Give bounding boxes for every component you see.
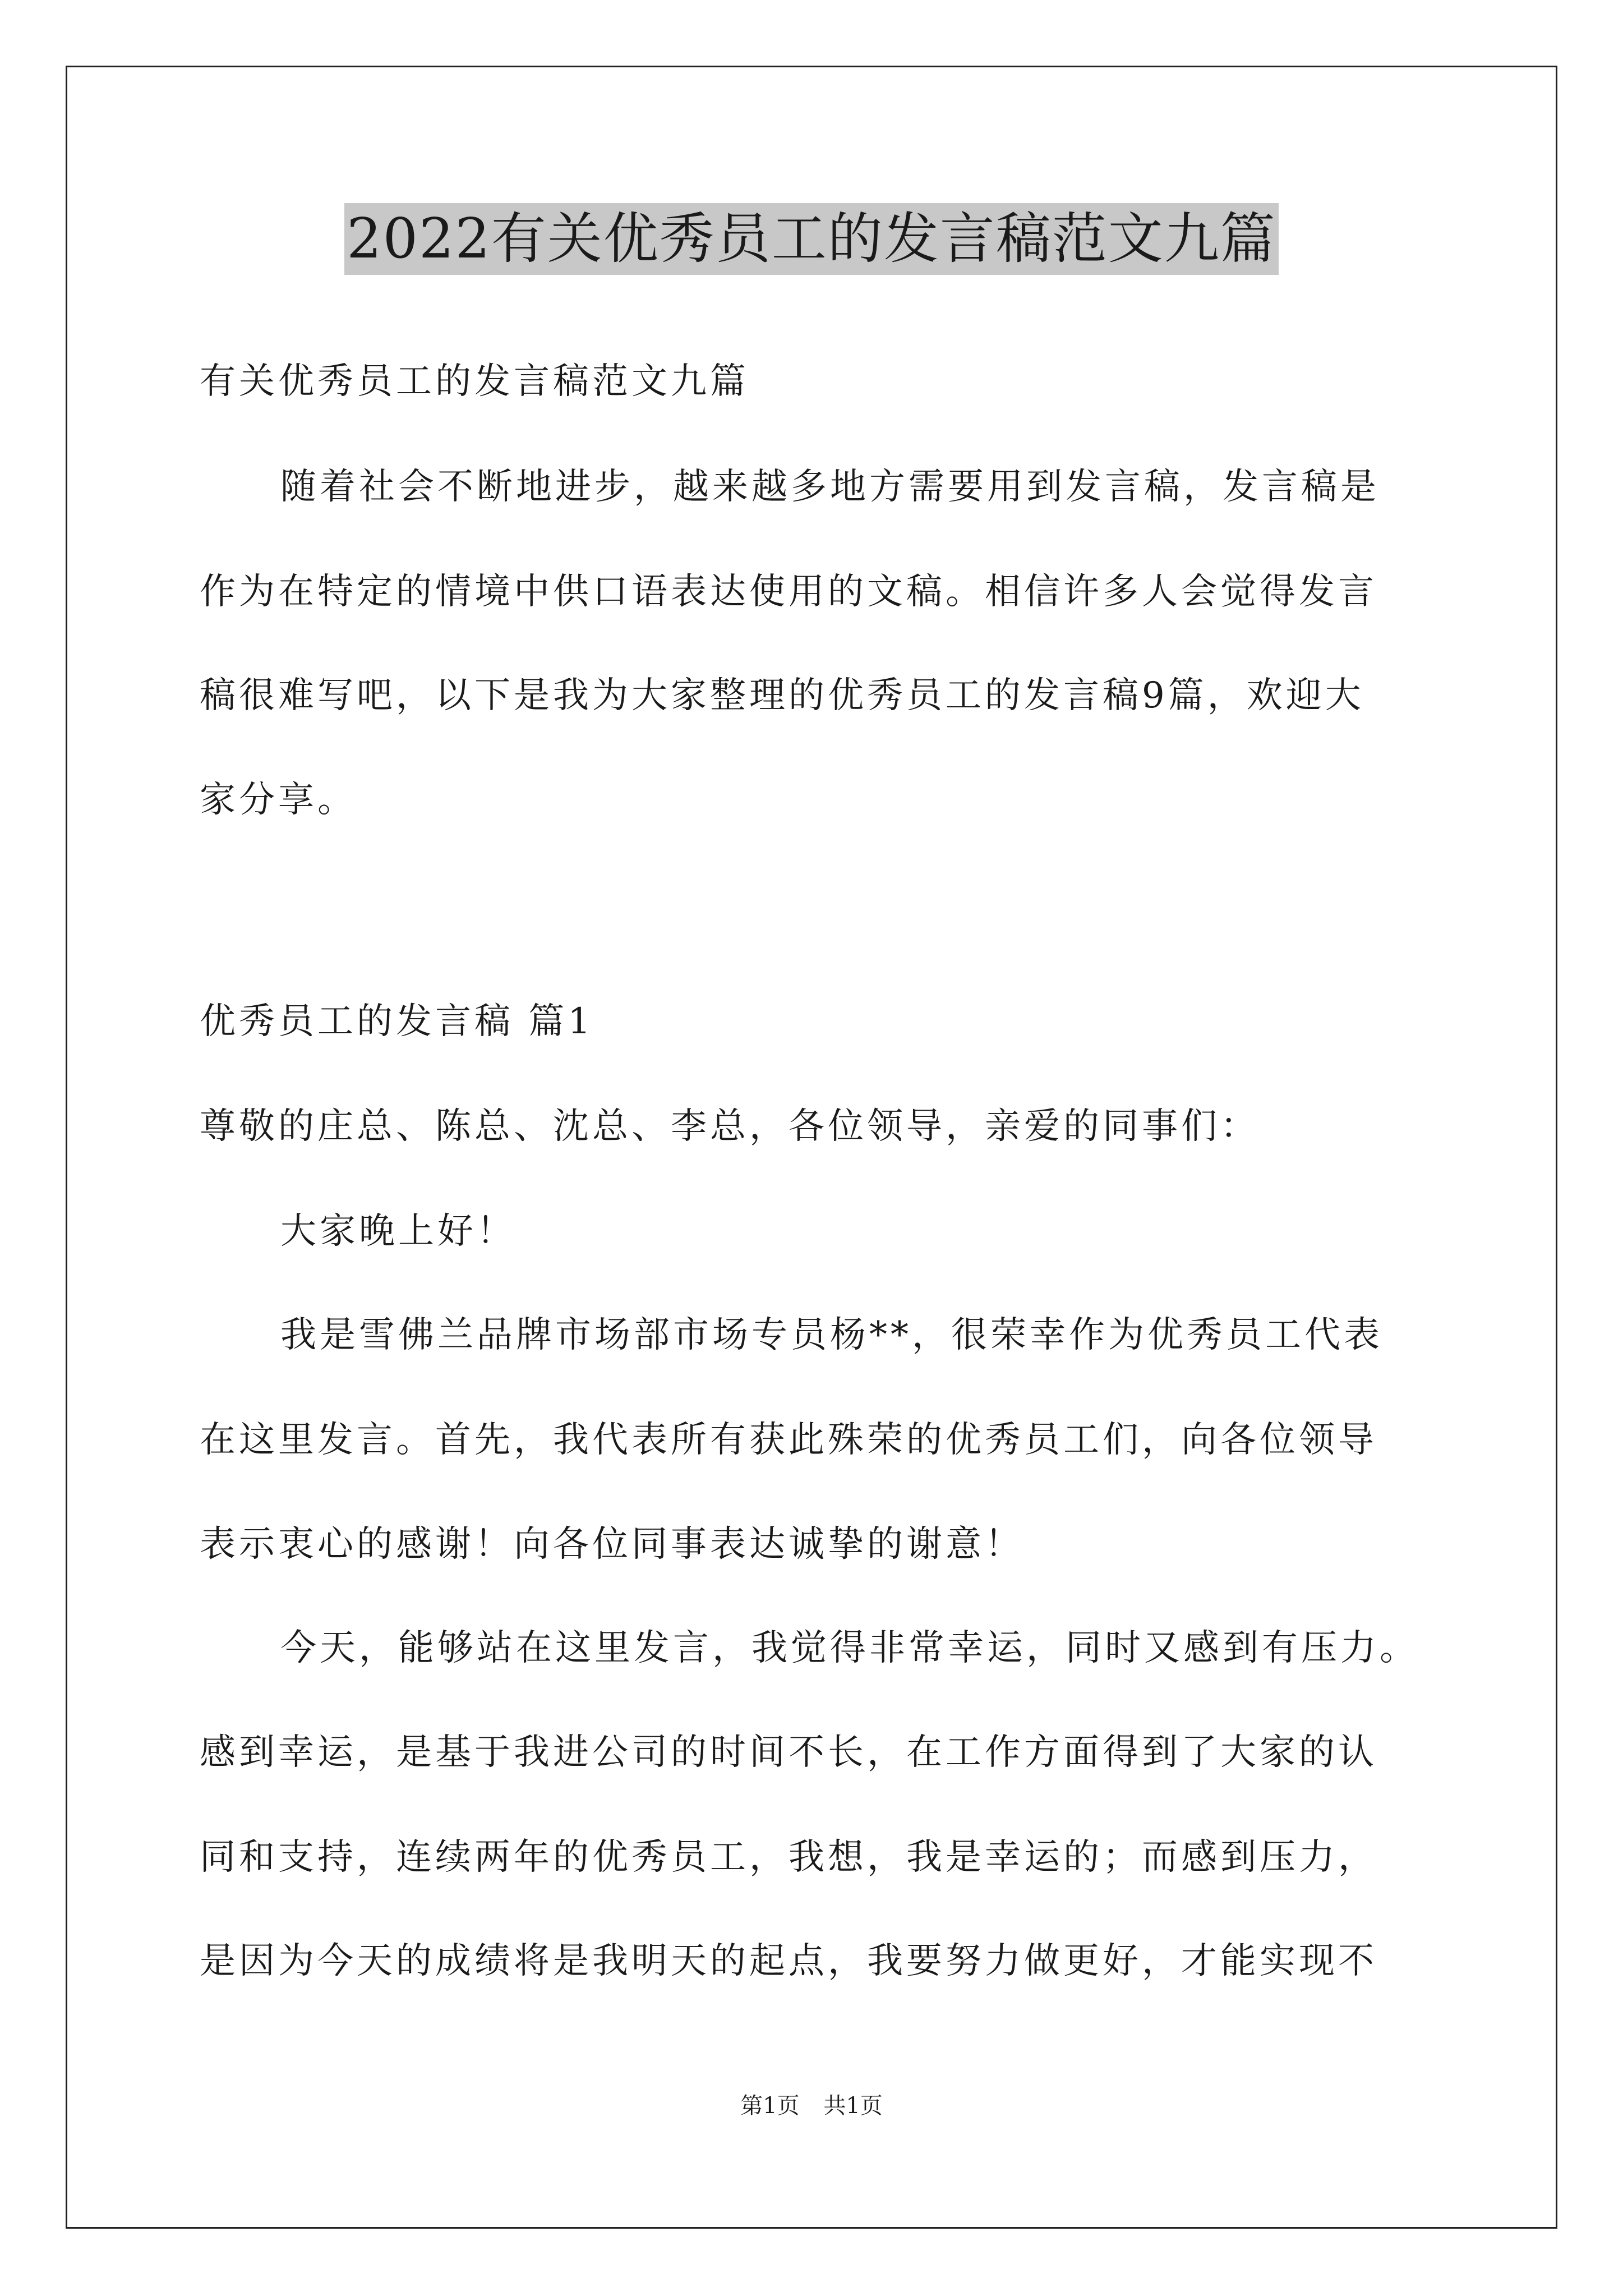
body-line: 作为在特定的情境中供口语表达使用的文稿。相信许多人会觉得发言: [200, 571, 1377, 613]
body-line: 今天，能够站在这里发言，我觉得非常幸运，同时又感到有压力。: [280, 1627, 1419, 1669]
title-container: [0, 203, 1623, 275]
document-title: 2022有关优秀员工的发言稿范文九篇: [344, 203, 1278, 275]
body-line: 家分享。: [200, 779, 357, 821]
body-line: 表示衷心的感谢！向各位同事表达诚挚的谢意！: [200, 1524, 1024, 1565]
body-line: 在这里发言。首先，我代表所有获此殊荣的优秀员工们，向各位领导: [200, 1419, 1377, 1461]
body-line: 随着社会不断地进步，越来越多地方需要用到发言稿，发言稿是: [280, 466, 1380, 508]
body-line: 感到幸运，是基于我进公司的时间不长，在工作方面得到了大家的认: [200, 1732, 1377, 1773]
section-heading: 优秀员工的发言稿 篇1: [200, 1001, 594, 1042]
salutation-line: 尊敬的庄总、陈总、沈总、李总，各位领导，亲爱的同事们：: [200, 1106, 1260, 1147]
body-line: 是因为今天的成绩将是我明天的起点，我要努力做更好，才能实现不: [200, 1940, 1377, 1982]
subtitle-line: 有关优秀员工的发言稿范文九篇: [200, 361, 749, 402]
body-line: 我是雪佛兰品牌市场部市场专员杨**，很荣幸作为优秀员工代表: [280, 1314, 1383, 1356]
greeting-line: 大家晚上好！: [280, 1211, 516, 1252]
body-line: 稿很难写吧，以下是我为大家整理的优秀员工的发言稿9篇，欢迎大: [200, 675, 1364, 716]
body-line: 同和支持，连续两年的优秀员工，我想，我是幸运的；而感到压力，: [200, 1837, 1377, 1878]
page-footer: 第1页 共1页: [740, 2093, 883, 2119]
